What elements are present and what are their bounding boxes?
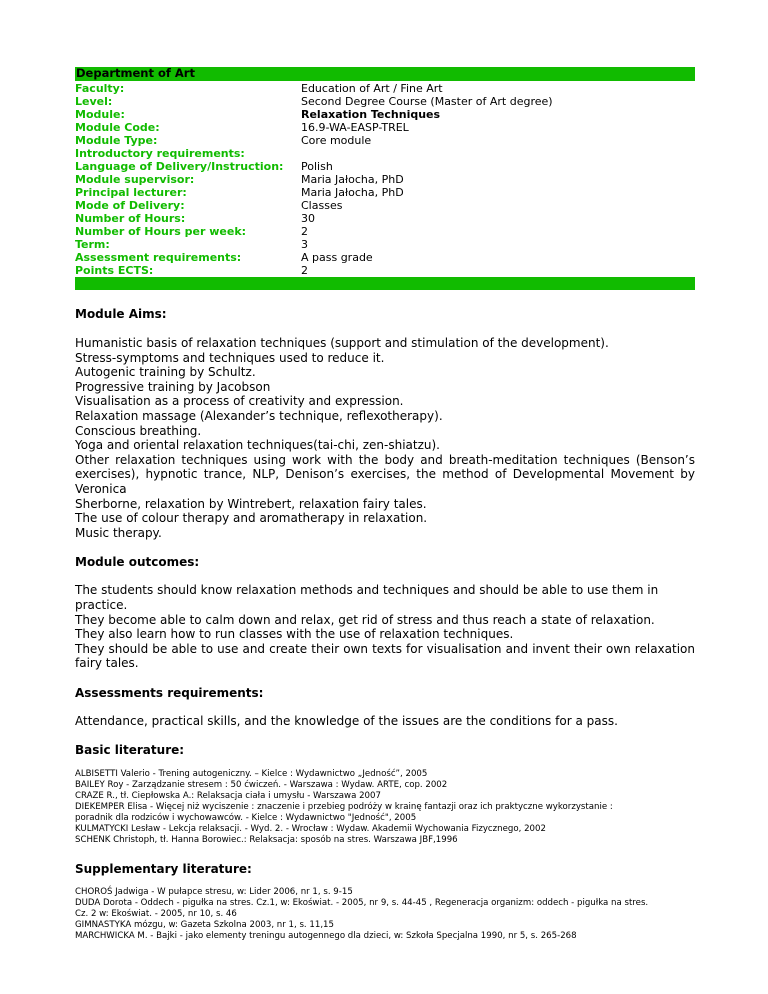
text-line: MARCHWICKA M. - Bajki - jako elementy treningu autogennego dla dzieci, w: Szkoła Specjalna 1990, nr 5, s. 265-268 (75, 931, 577, 942)
text-line: CRAZE R., tł. Ciepłowska A.: Relaksacja ciała i umysłu - Warszawa 2007 (75, 791, 381, 802)
outcomes-title: Module outcomes: (75, 555, 200, 570)
info-label: Assessment requirements: (75, 251, 242, 264)
assessment-text (75, 714, 695, 729)
basic-literature-title: Basic literature: (75, 743, 185, 758)
text-line: They become able to calm down and relax, get rid of stress and thus reach a state of relaxation. (75, 612, 655, 627)
text-line: They also learn how to run classes with the use of relaxation techniques. (75, 627, 514, 642)
info-value: Maria Jałocha, PhD (301, 186, 404, 199)
aims-text (75, 336, 695, 540)
text-line: GIMNASTYKA mózgu, w: Gazeta Szkolna 2003, nr 1, s. 11,15 (75, 920, 334, 931)
info-row (75, 251, 695, 264)
text-line: DIEKEMPER Elisa - Więcej niż wyciszenie : znaczenie i przebieg podróży w krainę fantazji oraz ich praktyczne wykorzystanie : (75, 802, 613, 813)
module-info-table (75, 67, 695, 290)
assessment-title: Assessments requirements: (75, 685, 264, 700)
text-line: exercises), hypnotic trance, NLP, Denison’s exercises, the method of Developmental Movement by Veronica (75, 467, 695, 496)
info-value: 16.9-WA-EASP-TREL (301, 121, 409, 134)
info-row (75, 225, 695, 238)
text-line: Conscious breathing. (75, 423, 202, 438)
text-line: Other relaxation techniques using work with the body and breath-meditation techniques (Benson’s (75, 452, 695, 467)
info-label: Mode of Delivery: (75, 199, 185, 212)
info-row (75, 212, 695, 225)
info-row (75, 199, 695, 212)
text-line: Stress-symptoms and techniques used to reduce it. (75, 350, 385, 365)
text-line: Humanistic basis of relaxation techniques (support and stimulation of the development). (75, 336, 609, 350)
text-line: SCHENK Christoph, tł. Hanna Borowiec.: Relaksacja: sposób na stres. Warszawa JBF,1996 (75, 835, 458, 846)
info-value: 2 (301, 264, 308, 277)
info-value: 2 (301, 225, 308, 238)
info-label: Introductory requirements: (75, 147, 245, 160)
info-row (75, 82, 695, 95)
text-line: Autogenic training by Schultz. (75, 365, 256, 380)
info-row (75, 147, 695, 160)
info-rows (75, 81, 695, 277)
info-label: Module Code: (75, 121, 160, 134)
info-value: 3 (301, 238, 308, 251)
info-value: 30 (301, 212, 315, 225)
text-line: BAILEY Roy - Zarządzanie stresem : 50 ćwiczeń. - Warszawa : Wydaw. ARTE, cop. 2002 (75, 780, 448, 791)
info-label: Term: (75, 238, 110, 251)
info-label: Language of Delivery/Instruction: (75, 160, 284, 173)
text-line: Music therapy. (75, 525, 162, 540)
text-line: CHOROŚ Jadwiga - W pułapce stresu, w: Lider 2006, nr 1, s. 9-15 (75, 887, 353, 898)
info-value: Second Degree Course (Master of Art degree) (301, 95, 553, 108)
info-row (75, 108, 695, 121)
page (75, 67, 695, 942)
department-header: Department of Art (75, 67, 695, 81)
text-line: The students should know relaxation methods and techniques and should be able to use them in practice. (75, 583, 659, 612)
info-label: Module: (75, 108, 125, 121)
info-value: A pass grade (301, 251, 373, 264)
info-row (75, 186, 695, 199)
aims-title: Module Aims: (75, 307, 167, 321)
text-line: Sherborne, relaxation by Wintrebert, relaxation fairy tales. (75, 496, 427, 511)
text-line: Cz. 2 w: Ekoświat. - 2005, nr 10, s. 46 (75, 909, 237, 920)
info-row (75, 95, 695, 108)
info-value (301, 147, 695, 160)
info-label: Module supervisor: (75, 173, 195, 186)
text-line: Yoga and oriental relaxation techniques(tai-chi, zen-shiatzu). (75, 438, 440, 453)
info-label: Principal lecturer: (75, 186, 187, 199)
info-label: Level: (75, 95, 113, 108)
info-label: Number of Hours: (75, 212, 186, 225)
info-label: Points ECTS: (75, 264, 154, 277)
info-value: Classes (301, 199, 343, 212)
text-line: Visualisation as a process of creativity and expression. (75, 394, 404, 409)
info-row (75, 134, 695, 147)
text-line: ALBISETTI Valerio - Trening autogeniczny. – Kielce : Wydawnictwo „Jedność”, 2005 (75, 769, 428, 780)
info-row (75, 160, 695, 173)
info-value: Polish (301, 160, 333, 173)
text-line: poradnik dla rodziców i wychowawców. - Kielce : Wydawnictwo "Jedność", 2005 (75, 813, 417, 824)
text-line: Relaxation massage (Alexander’s technique, reflexotherapy). (75, 408, 443, 423)
info-label: Number of Hours per week: (75, 225, 247, 238)
text-line: Attendance, practical skills, and the knowledge of the issues are the conditions for a pass. (75, 713, 618, 728)
text-line: DUDA Dorota - Oddech - pigułka na stres. Cz.1, w: Ekoświat. - 2005, nr 9, s. 44-45 , Regeneracja organizm: oddech - pigułka na stres. (75, 898, 649, 909)
text-line: They should be able to use and create their own texts for visualisation and invent their own relaxation (75, 641, 695, 656)
text-line: The use of colour therapy and aromatherapy in relaxation. (75, 511, 428, 526)
supplementary-literature-list (75, 887, 695, 942)
info-value: Maria Jałocha, PhD (301, 173, 404, 186)
info-value: Relaxation Techniques (301, 108, 441, 121)
info-value: Core module (301, 134, 372, 147)
basic-literature-list (75, 769, 695, 846)
info-label: Faculty: (75, 82, 125, 95)
text-line: fairy tales. (75, 656, 139, 671)
info-row (75, 264, 695, 277)
info-row (75, 238, 695, 251)
outcomes-text (75, 583, 695, 671)
info-row (75, 121, 695, 134)
table-footer-bar (75, 277, 695, 290)
info-row (75, 173, 695, 186)
supplementary-literature-title: Supplementary literature: (75, 862, 252, 877)
info-label: Module Type: (75, 134, 158, 147)
info-value: Education of Art / Fine Art (301, 82, 443, 95)
text-line: KULMATYCKI Lesław - Lekcja relaksacji. - Wyd. 2. - Wrocław : Wydaw. Akademii Wychowania Fizycznego, 2002 (75, 824, 546, 835)
text-line: Progressive training by Jacobson (75, 379, 271, 394)
